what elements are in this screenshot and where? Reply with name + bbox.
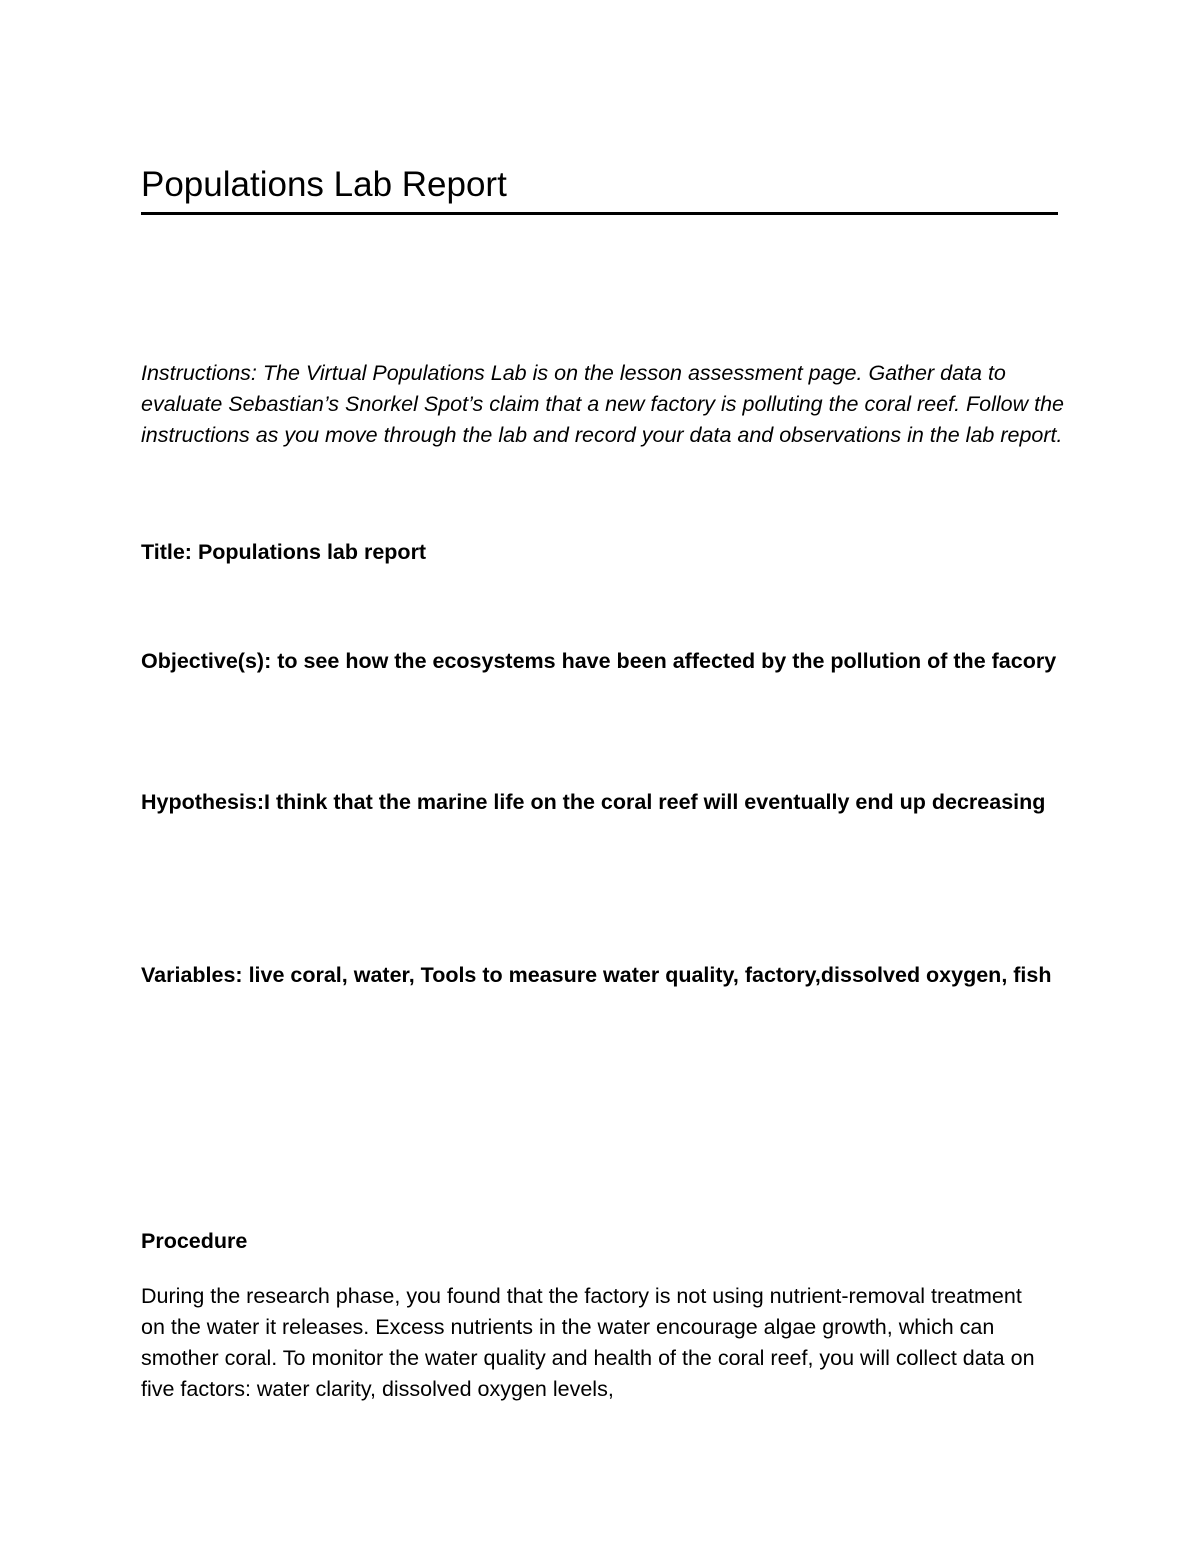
instructions-paragraph: Instructions: The Virtual Populations Lab is on the lesson assessment page. Gather data to evaluate Sebastian’s Snorkel Spot’s claim that a new factory is polluting the coral reef. Follow the instructions as you move through the lab and record your data and observations in the lab report. [141,361,1065,447]
procedure-paragraph: During the research phase, you found that the factory is not using nutrient-removal treatment on the water it releases. Excess nutrients in the water encourage algae growth, which can smother coral. To monitor the water quality and health of the coral reef, you will collect data on five factors: water clarity, dissolved oxygen levels, [141,1284,1035,1401]
report-title-field: Title: Populations lab report [141,540,427,564]
document-title: Populations Lab Report [141,165,507,204]
objective-field: Objective(s): to see how the ecosystems have been affected by the pollution of the facory [141,649,1057,673]
variables-field: Variables: live coral, water, Tools to measure water quality, factory,dissolved oxygen, fish [141,963,1052,987]
hypothesis-field: Hypothesis:I think that the marine life on the coral reef will eventually end up decreasing [141,790,1046,814]
title-underline [141,212,1058,215]
procedure-heading: Procedure [141,1229,248,1253]
